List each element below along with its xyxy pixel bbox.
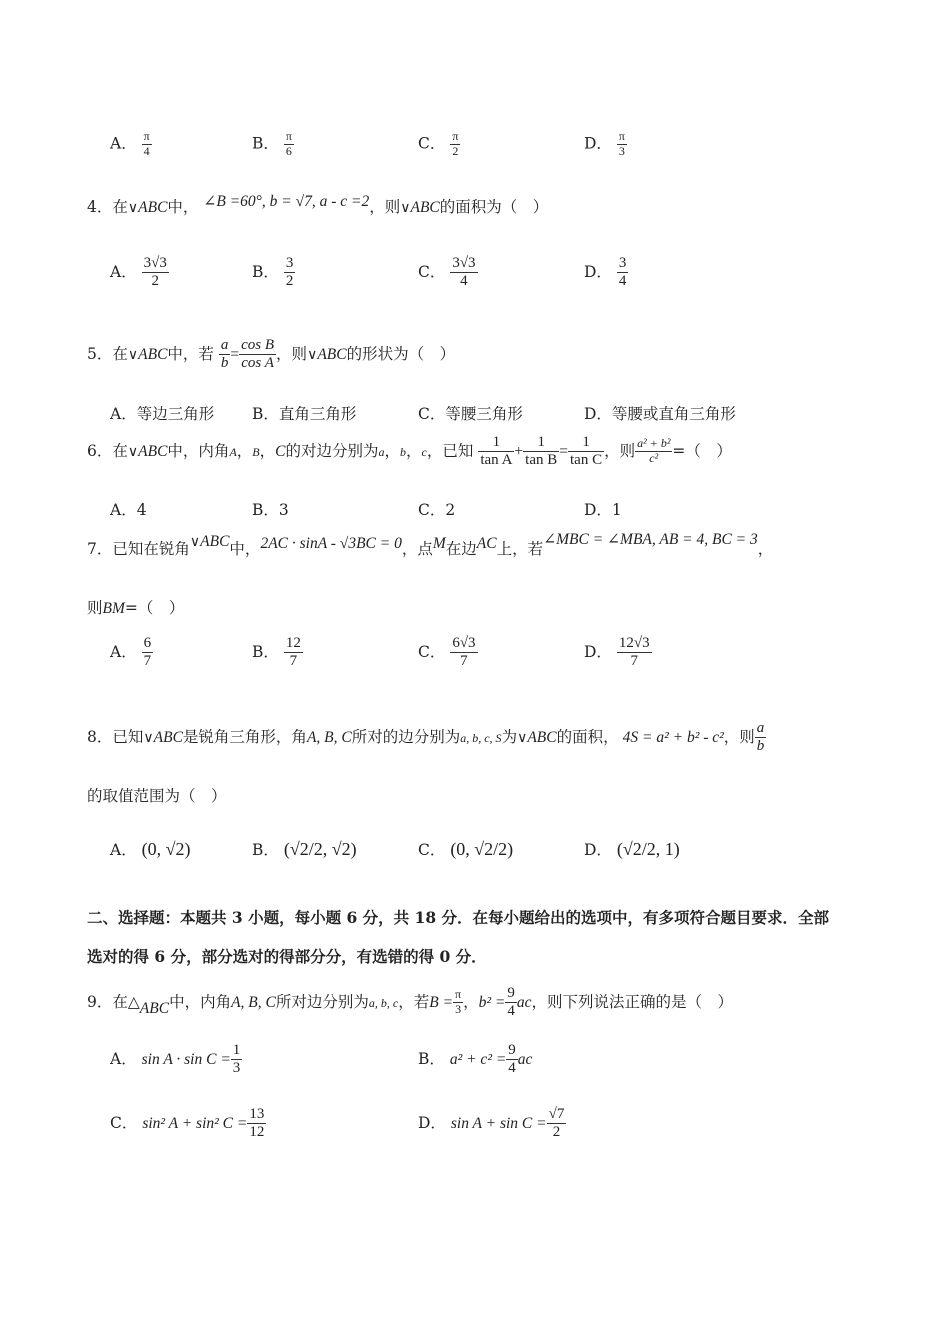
option-expression: (0, √2) xyxy=(141,839,191,859)
q4-option-a[interactable] xyxy=(110,255,169,291)
text: 的面积为（ ） xyxy=(439,198,549,216)
frac-num: 1 xyxy=(523,434,559,452)
frac-den: 3 xyxy=(232,1060,241,1077)
text: 是锐角三角形，角 xyxy=(182,727,307,746)
question-7 xyxy=(87,531,774,559)
math: AC xyxy=(476,535,497,552)
frac-num: π xyxy=(455,987,462,1002)
q5-option-c[interactable]: C．等腰三角形 xyxy=(418,405,523,423)
option-label: B． xyxy=(252,134,279,153)
q6-option-d[interactable]: D．1 xyxy=(584,501,622,519)
math: BM xyxy=(102,600,125,617)
q6-option-c[interactable]: C．2 xyxy=(418,501,456,519)
option-expression: sin A · sin C = xyxy=(141,1050,231,1068)
math: ABC xyxy=(410,199,440,216)
option-label: C． xyxy=(418,642,446,661)
text: ，则 xyxy=(369,198,401,216)
question-8 xyxy=(87,720,766,756)
option-label: C． xyxy=(110,1113,138,1132)
triangle-symbol: ∨ xyxy=(127,443,139,460)
math: a, b, c xyxy=(368,995,399,1010)
question-9 xyxy=(87,985,733,1021)
frac-den: 12 xyxy=(249,1124,265,1141)
q8-option-a[interactable] xyxy=(110,838,191,860)
option-label: A． xyxy=(110,642,137,661)
frac-num: 3 xyxy=(617,255,629,273)
q9-option-a[interactable] xyxy=(110,1042,242,1078)
text: 则 xyxy=(87,599,103,617)
q9-option-c[interactable] xyxy=(110,1106,266,1142)
option-expression: (0, √2/2) xyxy=(450,839,514,859)
math: ac xyxy=(517,1050,533,1068)
frac-den: 4 xyxy=(618,273,627,290)
question-number: 8． xyxy=(87,727,113,746)
text: 上，若 xyxy=(496,540,544,558)
frac-num: π xyxy=(618,129,625,143)
q7-option-c[interactable] xyxy=(418,635,478,671)
text: =（ ） xyxy=(672,441,732,460)
math-condition: 4S = a² + b² - c² xyxy=(622,728,724,746)
frac-num: 1 xyxy=(568,434,604,452)
q3-option-d[interactable] xyxy=(584,130,627,159)
option-label: D． xyxy=(584,134,612,153)
frac-den: 6 xyxy=(285,143,292,158)
option-label: B． xyxy=(418,1049,445,1068)
math: c xyxy=(421,444,427,459)
frac-num: 9 xyxy=(505,985,517,1003)
frac-den: 7 xyxy=(289,653,298,670)
question-8-line2: 的取值范围为（ ） xyxy=(87,787,227,805)
math: C xyxy=(275,442,286,460)
option-expression: sin A + sin C = xyxy=(450,1114,547,1132)
math: ABC xyxy=(138,345,168,363)
question-7-line2 xyxy=(87,596,184,618)
question-number: 9． xyxy=(87,992,113,1011)
option-label: C． xyxy=(418,134,446,153)
text: ， xyxy=(757,540,774,558)
triangle-symbol: ∨ xyxy=(400,200,411,216)
frac-den: 4 xyxy=(508,1060,516,1077)
q4-option-c[interactable] xyxy=(418,255,478,291)
frac-den: 2 xyxy=(285,273,294,290)
text: 所对的边分别为 xyxy=(351,727,461,746)
math: a, b, c, S xyxy=(460,730,502,745)
q8-option-d[interactable] xyxy=(584,838,680,860)
math: A, B, C xyxy=(231,993,276,1011)
q3-option-b[interactable] xyxy=(252,130,294,159)
option-expression: (√2/2, √2) xyxy=(283,839,357,859)
math: b² = xyxy=(478,993,506,1011)
math: ABC xyxy=(138,199,168,216)
frac-den: 3 xyxy=(618,143,625,158)
question-number: 5． xyxy=(87,344,113,363)
section-2-heading: 二、选择题：本题共 3 小题，每小题 6 分，共 18 分．在每小题给出的选项中，有多项符合题目要求．全部 xyxy=(87,908,830,927)
frac-num: 3√3 xyxy=(450,255,477,273)
text: ， xyxy=(463,992,479,1011)
math: ABC xyxy=(153,728,183,746)
frac-num: √7 xyxy=(547,1106,567,1124)
frac-den: 7 xyxy=(460,653,468,670)
option-expression: (√2/2, 1) xyxy=(616,839,680,859)
q7-option-d[interactable] xyxy=(584,635,652,671)
frac-num: 3√3 xyxy=(142,255,169,273)
section-2-heading-line2: 选对的得 6 分，部分选对的得部分分，有选错的得 0 分． xyxy=(87,947,487,966)
question-5 xyxy=(87,337,455,373)
text: 为 xyxy=(501,727,518,746)
option-label: C． xyxy=(418,841,446,859)
frac-num: 9 xyxy=(506,1042,518,1060)
text: ，则 xyxy=(276,344,308,363)
q4-option-d[interactable] xyxy=(584,255,628,291)
q9-option-d[interactable] xyxy=(418,1106,566,1142)
text: ，则下列说法正确的是（ ） xyxy=(531,992,734,1011)
math: ac xyxy=(516,993,532,1011)
text: 的对边分别为 xyxy=(285,441,379,460)
text: 已知 xyxy=(112,727,144,746)
text: 中， xyxy=(167,198,199,216)
question-number: 6． xyxy=(87,441,113,460)
frac-num: 6√3 xyxy=(450,635,477,653)
text: ，点 xyxy=(401,540,433,558)
text: ，若 xyxy=(398,992,430,1011)
question-6: 6．在∨ABC中，内角A，B，C的对边分别为a，b，c，已知 $\frac{1}{\text{tan A}}$ + $\frac{1}{\text{tan B}}$ = $\frac{1}{\text{tan C}}$ ，则 $\frac{\text{a² + b²}}{\text{c²}}$ =（ ） xyxy=(87,434,732,469)
frac-num: π xyxy=(452,129,459,143)
q5-option-d[interactable]: D．等腰或直角三角形 xyxy=(584,405,736,423)
text: 在 xyxy=(112,344,128,363)
math: B = xyxy=(429,993,454,1011)
frac-den: 7 xyxy=(143,653,152,670)
math: ABC xyxy=(317,345,347,363)
question-4 xyxy=(87,195,548,217)
frac-num: π xyxy=(143,129,150,143)
q4-option-b[interactable] xyxy=(252,255,295,291)
option-label: A． xyxy=(110,134,137,153)
q7-option-a[interactable] xyxy=(110,635,153,671)
math: b xyxy=(400,444,407,459)
text: 所对边分别为 xyxy=(275,992,369,1011)
frac-num: 13 xyxy=(247,1106,266,1124)
math: A xyxy=(229,444,237,459)
math: B xyxy=(252,444,260,459)
frac-den: b xyxy=(756,738,765,755)
frac-den: tan B xyxy=(525,452,558,469)
option-label: A． xyxy=(110,262,137,281)
q8-option-c[interactable] xyxy=(418,838,513,860)
option-label: D． xyxy=(584,841,612,859)
frac-num: a xyxy=(755,720,767,738)
text: 在 xyxy=(112,198,128,216)
frac-num: 1 xyxy=(478,434,514,452)
option-label: A． xyxy=(110,1049,137,1068)
frac-den: tan A xyxy=(480,452,513,469)
frac-den: tan C xyxy=(570,452,603,469)
text: 中，内角 xyxy=(169,992,232,1011)
text: 的面积， xyxy=(556,727,619,746)
text: 在 xyxy=(112,441,128,460)
frac-den: 3 xyxy=(455,1002,462,1017)
frac-num: π xyxy=(285,129,292,143)
option-label: D． xyxy=(584,642,612,661)
text: 的形状为（ ） xyxy=(346,344,456,363)
frac-num: cos B xyxy=(239,337,276,355)
frac-den: 4 xyxy=(143,143,150,158)
math-condition: 2AC · sinA - √3BC = 0 xyxy=(260,535,402,552)
q8-option-b[interactable] xyxy=(252,838,357,860)
frac-num: a xyxy=(219,337,231,355)
triangle-symbol: ∨ xyxy=(189,534,201,550)
frac-den: 2 xyxy=(552,1124,561,1141)
triangle-symbol: ∨ xyxy=(127,200,139,216)
math: = xyxy=(559,442,569,460)
q7-option-b[interactable] xyxy=(252,635,303,671)
text: ，则 xyxy=(723,727,755,746)
frac-num: 12 xyxy=(284,635,303,653)
q6-option-b[interactable]: B．3 xyxy=(252,501,289,519)
q6-option-a[interactable]: A．4 xyxy=(110,501,147,519)
math-condition: ∠MBC = ∠MBA, AB = 4, BC = 3 xyxy=(543,531,758,548)
q9-option-b[interactable] xyxy=(418,1042,532,1078)
math: ABC xyxy=(200,533,230,550)
math: ABC xyxy=(527,728,557,746)
text: 中，若 xyxy=(167,344,214,363)
text: 在△ xyxy=(112,992,140,1011)
option-label: B． xyxy=(252,262,279,281)
frac-den: b xyxy=(220,355,229,372)
text: 中， xyxy=(229,540,261,558)
triangle-symbol: ∨ xyxy=(143,729,154,746)
option-label: B． xyxy=(252,841,279,859)
triangle-symbol: ∨ xyxy=(517,729,528,746)
q3-option-c[interactable] xyxy=(418,130,460,159)
frac-num: 12√3 xyxy=(617,635,652,653)
question-number: 7． xyxy=(87,540,113,558)
frac-den: 7 xyxy=(630,653,638,670)
math: + xyxy=(514,442,524,460)
q5-option-b[interactable]: B．直角三角形 xyxy=(252,405,357,423)
text: 在边 xyxy=(445,540,477,558)
frac-num: 6 xyxy=(142,635,154,653)
math: a xyxy=(378,444,385,459)
option-expression: sin² A + sin² C = xyxy=(142,1114,248,1132)
question-number: 4． xyxy=(87,198,113,216)
q5-option-a[interactable]: A．等边三角形 xyxy=(110,405,215,423)
math: A, B, C xyxy=(306,728,352,746)
text: 已知在锐角 xyxy=(112,540,190,558)
option-label: A． xyxy=(110,841,137,859)
frac-num: 3 xyxy=(284,255,296,273)
option-label: D． xyxy=(418,1113,446,1132)
math: ABC xyxy=(139,999,170,1017)
frac-den: 4 xyxy=(460,273,468,290)
frac-num: a² + b² xyxy=(637,436,671,451)
text: =（ ） xyxy=(124,599,185,617)
math: ABC xyxy=(138,442,168,460)
math: M xyxy=(432,535,446,552)
math: = xyxy=(230,345,240,363)
q3-option-a[interactable] xyxy=(110,130,152,159)
frac-num: 1 xyxy=(231,1042,243,1060)
text: ，则 xyxy=(604,441,636,460)
text: ，已知 xyxy=(426,441,474,460)
option-expression: a² + c² = xyxy=(449,1050,507,1068)
option-label: C． xyxy=(418,262,446,281)
frac-den: c² xyxy=(649,451,659,466)
triangle-symbol: ∨ xyxy=(127,346,139,363)
text: 中，内角 xyxy=(167,441,230,460)
frac-den: 2 xyxy=(151,273,159,290)
frac-den: cos A xyxy=(241,355,274,372)
frac-den: 2 xyxy=(452,143,459,158)
math-condition: ∠B =60°, b = √7, a - c =2 xyxy=(203,193,370,210)
triangle-symbol: ∨ xyxy=(307,346,318,363)
frac-den: 4 xyxy=(507,1003,515,1020)
option-label: D． xyxy=(584,262,612,281)
option-label: B． xyxy=(252,642,279,661)
